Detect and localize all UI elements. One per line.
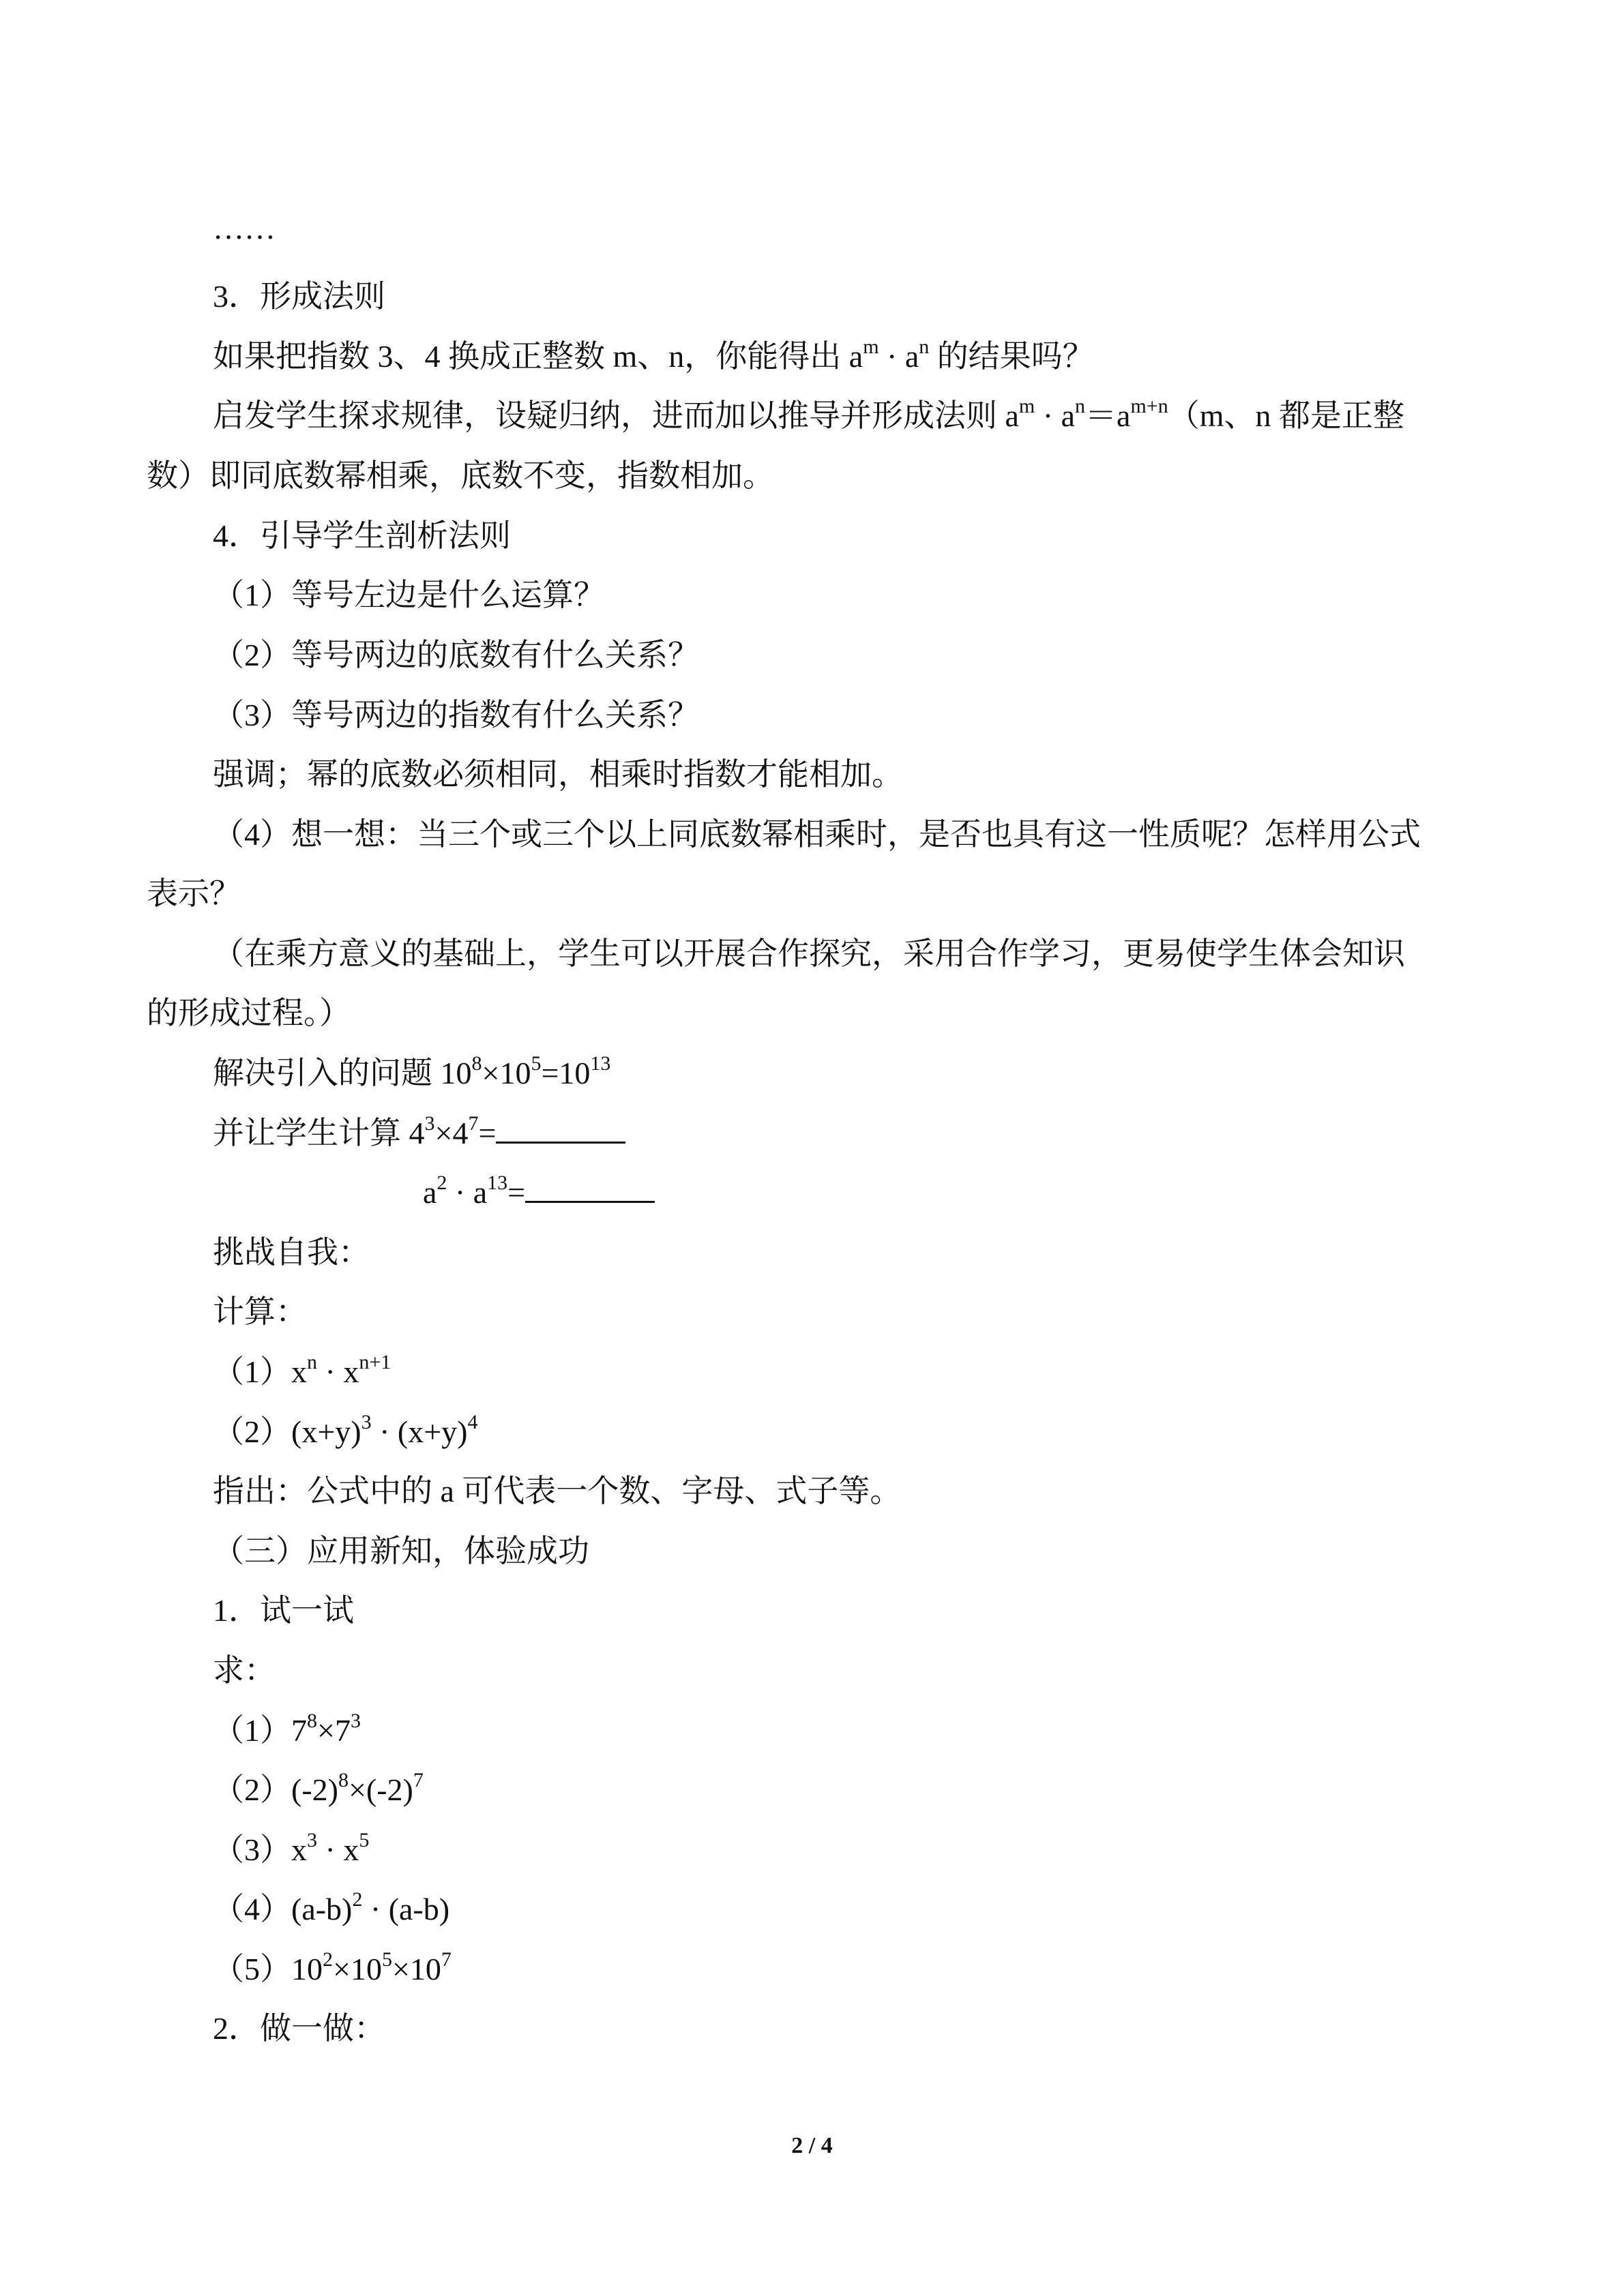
heading-try: 1．试一试 [213, 1593, 354, 1628]
list-item: $(1)x^n \cdot x^{n+1}$ [213, 1350, 392, 1389]
paragraph-solve: 解决引入的问题 $10^8\times 10^5=10^{13}$ [213, 1052, 611, 1090]
heading-form-rule: 3．形成法则 [213, 279, 385, 314]
list-item: $(2)(-2)^8\times(-2)^7$ [213, 1768, 424, 1807]
heading-analyze-rule: 4．引导学生剖析法则 [213, 518, 511, 553]
paragraph-rule-cont: 数）即同底数幂相乘，底数不变，指数相加。 [147, 458, 774, 493]
list-item: $(1)7^8\times 7^3$ [213, 1709, 361, 1748]
label-find: 求： [213, 1653, 276, 1688]
page-number: 2 / 4 [791, 2133, 833, 2158]
list-item: $(4)(a-b)^2 \cdot (a-b)$ [213, 1888, 450, 1926]
heading-challenge: 挑战自我： [213, 1235, 370, 1270]
label-compute: 计算： [213, 1294, 307, 1329]
list-item: （1）等号左边是什么运算？ [213, 578, 605, 612]
paragraph-note-cont: 的形成过程。） [147, 996, 351, 1030]
exercise-line: $a^2 \cdot a^{13}=$ [423, 1172, 655, 1213]
list-item: （4）想一想：当三个或三个以上同底数幂相乘时，是否也具有这一性质呢？怎样用公式 [213, 817, 1421, 852]
heading-apply: （三）应用新知，体验成功 [213, 1534, 589, 1568]
ellipsis: …… [213, 211, 276, 245]
paragraph-point-out: 指出：公式中的 a 可代表一个数、字母、式子等。 [213, 1474, 902, 1508]
list-item: （2）等号两边的底数有什么关系？ [213, 638, 699, 672]
paragraph-emphasis: 强调；幂的底数必须相同，相乘时指数才能相加。 [213, 757, 903, 792]
list-item: （3）等号两边的指数有什么关系？ [213, 698, 699, 732]
heading-do: 2．做一做： [213, 2011, 385, 2046]
list-item: $(2)(x+y)^3 \cdot (x+y)^4$ [213, 1410, 478, 1449]
exercise-line: 并让学生计算 $4^3\times 4^7=$ [213, 1113, 625, 1154]
paragraph-question: 如果把指数 3、4 换成正整数 m、n，你能得出 $a^m \cdot a^n$ 的结果吗？ [213, 335, 1094, 374]
list-item: $(3)x^3 \cdot x^5$ [213, 1828, 370, 1867]
paragraph-note: （在乘方意义的基础上，学生可以开展合作探究，采用合作学习，更易使学生体会知识 [213, 936, 1405, 971]
answer-blank [496, 1114, 625, 1144]
paragraph-rule: 启发学生探求规律，设疑归纳，进而加以推导并形成法则 $a^m \cdot a^n=a^{m+n}(m$、n 都是正整 [213, 394, 1404, 433]
list-item-cont: 表示？ [147, 876, 241, 911]
list-item: $(5)10^2\times 10^5\times 10^7$ [213, 1948, 452, 1986]
answer-blank [525, 1174, 655, 1203]
